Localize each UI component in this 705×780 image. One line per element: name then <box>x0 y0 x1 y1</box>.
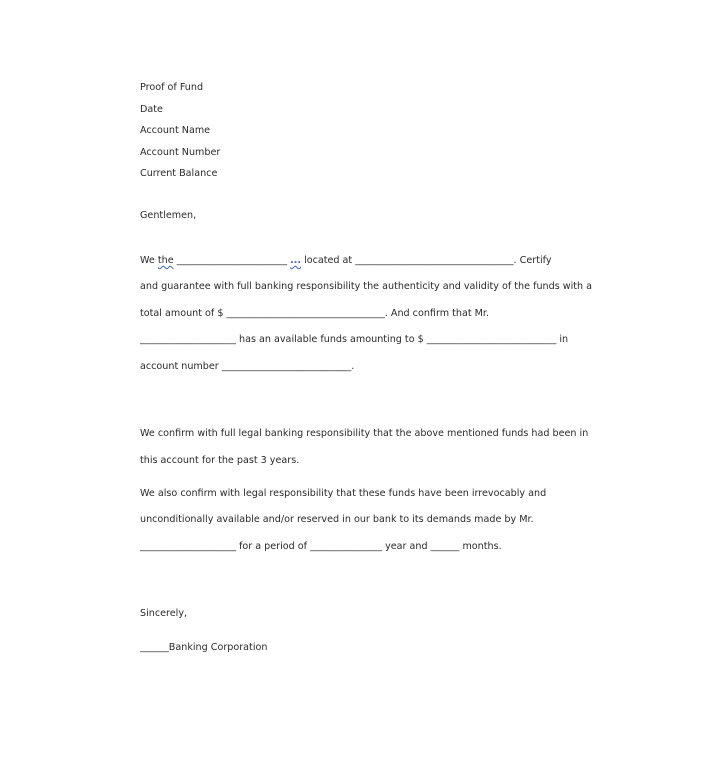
paragraph1-line2: and guarantee with full banking responsibility the authenticity and validity of the funds with a <box>140 281 593 292</box>
paragraph1-line3: total amount of $ _________________________________. And confirm that Mr. <box>140 308 490 319</box>
paragraph3-line2: unconditionally available and/or reserved in our bank to its demands made by Mr. <box>140 514 534 525</box>
closing: Sincerely, <box>140 608 188 619</box>
paragraph3-line3: ____________________ for a period of _______________ year and ______ months. <box>140 541 502 552</box>
paragraph1-line4: ____________________ has an available funds amounting to $ ___________________________ in <box>140 334 569 345</box>
spellcheck-word-the: the <box>157 255 174 266</box>
salutation: Gentlemen, <box>140 210 197 221</box>
p1-blank: _______________________ <box>173 255 291 266</box>
document-title: Proof of Fund <box>140 82 204 93</box>
p1-prefix: We <box>140 255 158 266</box>
paragraph1-line1 <box>140 255 552 267</box>
spellcheck-dots: ... <box>290 255 302 266</box>
paragraph2-line1: We confirm with full legal banking responsibility that the above mentioned funds had been in <box>140 428 589 439</box>
p1-rest: located at _________________________________. Certify <box>301 255 552 266</box>
account-number-label: Account Number <box>140 147 221 158</box>
paragraph1-line5: account number ___________________________. <box>140 361 355 372</box>
paragraph3-line1: We also confirm with legal responsibility that these funds have been irrevocably and <box>140 488 547 499</box>
paragraph2-line2: this account for the past 3 years. <box>140 455 300 466</box>
account-name-label: Account Name <box>140 125 211 136</box>
signature-line: ______Banking Corporation <box>140 642 268 653</box>
date-label: Date <box>140 104 163 115</box>
current-balance-label: Current Balance <box>140 168 218 179</box>
